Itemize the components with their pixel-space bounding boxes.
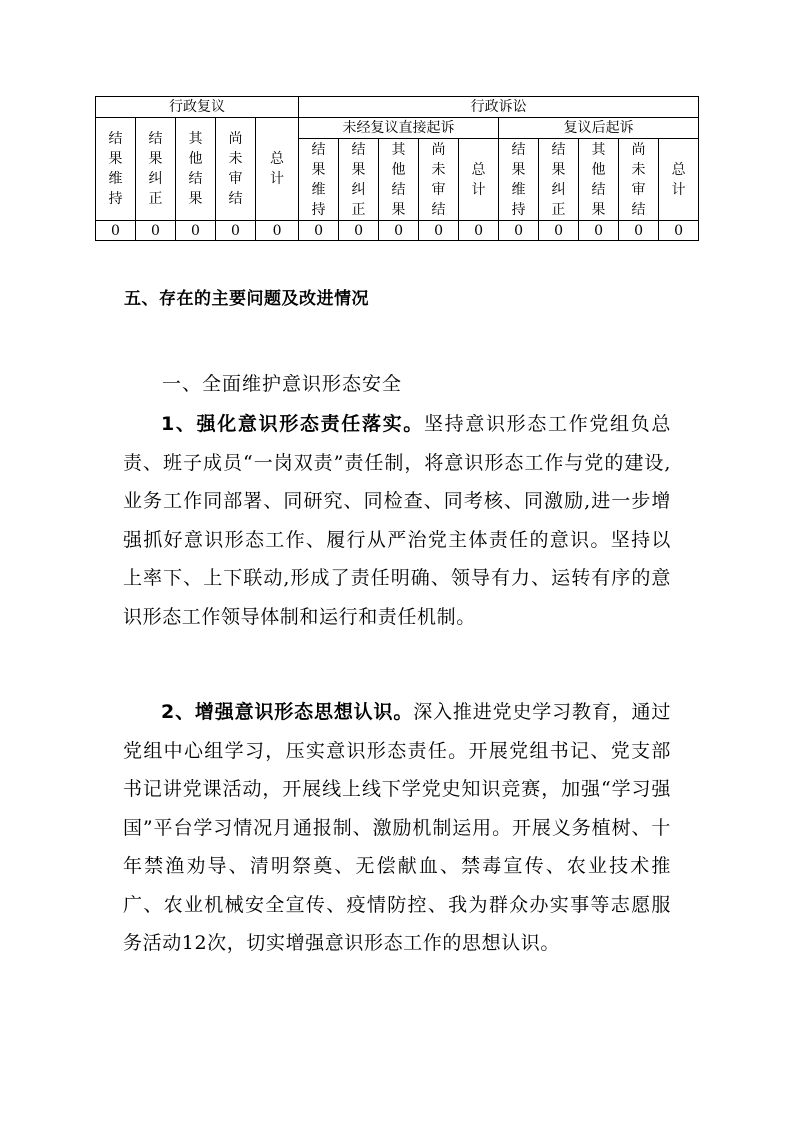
sub-heading: 一、全面维护意识形态安全	[162, 373, 403, 395]
paragraph-awareness	[123, 693, 671, 963]
col-header: 总计	[256, 118, 299, 221]
table-cell: 0	[539, 221, 579, 241]
col-header: 尚未审结	[216, 118, 256, 221]
table-cell: 0	[659, 221, 699, 241]
header-suit-after-review: 复议后起诉	[499, 118, 699, 139]
col-header: 总计	[459, 139, 499, 221]
table-row	[96, 221, 699, 241]
section-heading: 五、存在的主要问题及改进情况	[124, 289, 369, 309]
paragraph-body: 坚持意识形态工作党组负总责、班子成员“一岗双责”责任制，将意识形态工作与党的建设,业务工作同部署、同研究、同检查、同考核、同激励,进一步增强抓好意识形态工作、履行从严治党主体责任的意识。坚持以上率下、上下联动,形成了责任明确、领导有力、运转有序的意识形态工作领导体制和运行和责任机制。	[123, 413, 671, 628]
table-cell: 0	[579, 221, 619, 241]
header-direct-suit: 未经复议直接起诉	[299, 118, 499, 139]
col-header: 结果纠正	[339, 139, 379, 221]
col-header: 其他结果	[176, 118, 216, 221]
table-cell: 0	[619, 221, 659, 241]
table-cell: 0	[499, 221, 539, 241]
col-header: 结果纠正	[539, 139, 579, 221]
paragraph-lead: 1、强化意识形态责任落实。	[161, 413, 424, 435]
header-admin-review: 行政复议	[96, 97, 299, 118]
col-header: 其他结果	[579, 139, 619, 221]
col-header: 结果维持	[299, 139, 339, 221]
table-cell: 0	[339, 221, 379, 241]
table-cell: 0	[136, 221, 176, 241]
table-cell: 0	[419, 221, 459, 241]
col-header: 其他结果	[379, 139, 419, 221]
paragraph-responsibility	[123, 405, 671, 636]
col-header: 总计	[659, 139, 699, 221]
table-cell: 0	[379, 221, 419, 241]
review-litigation-table	[95, 96, 699, 241]
col-header: 尚未审结	[619, 139, 659, 221]
col-header: 结果纠正	[136, 118, 176, 221]
col-header: 尚未审结	[419, 139, 459, 221]
header-admin-litigation: 行政诉讼	[299, 97, 699, 118]
col-header: 结果维持	[499, 139, 539, 221]
paragraph-body: 深入推进党史学习教育，通过党组中心组学习，压实意识形态责任。开展党组书记、党支部书记讲党课活动，开展线上线下学党史知识竞赛，加强“学习强国”平台学习情况月通报制、激励机制运用。开展义务植树、十年禁渔劝导、清明祭奠、无偿献血、禁毒宣传、农业技术推广、农业机械安全宣传、疫情防控、我为群众办实事等志愿服务活动12次，切实增强意识形态工作的思想认识。	[123, 701, 671, 954]
table-cell: 0	[256, 221, 299, 241]
table-cell: 0	[96, 221, 136, 241]
paragraph-lead: 2、增强意识形态思想认识。	[161, 701, 414, 723]
table-cell: 0	[176, 221, 216, 241]
col-header: 结果维持	[96, 118, 136, 221]
table-cell: 0	[299, 221, 339, 241]
table-cell: 0	[216, 221, 256, 241]
table-cell: 0	[459, 221, 499, 241]
